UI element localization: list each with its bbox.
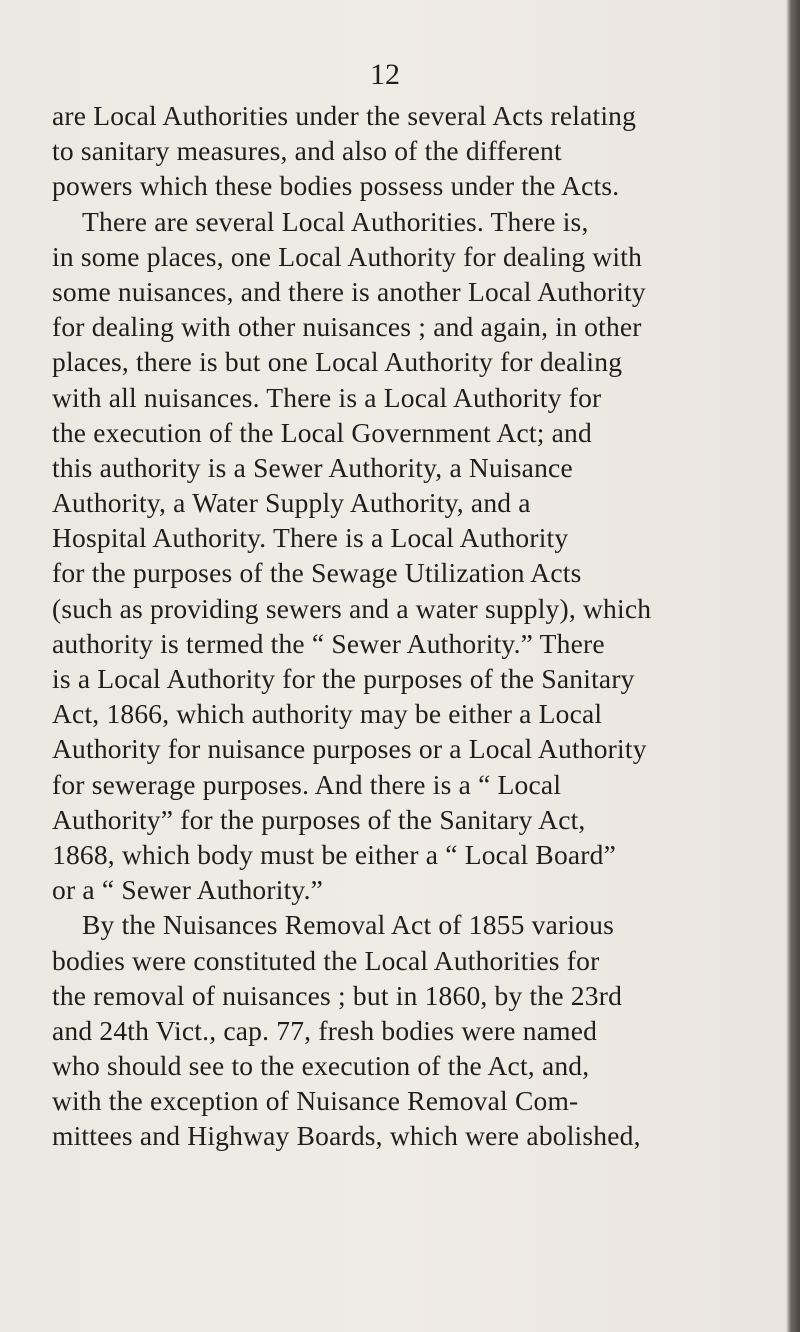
text-line: Hospital Authority. There is a Local Authority	[52, 522, 569, 554]
text-line: and 24th Vict., cap. 77, fresh bodies were named	[52, 1014, 598, 1046]
text-line: the removal of nuisances ; but in 1860, by the 23rd	[52, 979, 623, 1011]
text-line: places, there is but one Local Authority for dealing	[52, 346, 623, 378]
text-line: (such as providing sewers and a water supply), which	[52, 592, 652, 624]
text-line: for sewerage purposes. And there is a “ Local	[52, 768, 562, 800]
text-line: with all nuisances. There is a Local Authority for	[52, 381, 602, 413]
text-line: authority is termed the “ Sewer Authority.” There	[52, 627, 605, 659]
text-line: are Local Authorities under the several Acts relating	[52, 100, 637, 131]
text-line: some nuisances, and there is another Local Authority	[52, 275, 646, 307]
text-line: bodies were constituted the Local Authorities for	[52, 944, 600, 976]
text-line: Authority, a Water Supply Authority, and a	[52, 487, 531, 519]
text-line: for dealing with other nuisances ; and again, in other	[52, 311, 642, 343]
text-line: in some places, one Local Authority for dealing with	[52, 240, 643, 272]
text-line: There are several Local Authorities. There is,	[82, 205, 589, 237]
text-line: mittees and Highway Boards, which were abolished,	[52, 1120, 641, 1152]
text-line: Authority for nuisance purposes or a Local Authority	[52, 733, 647, 765]
text-line: powers which these bodies possess under the Acts.	[52, 170, 620, 202]
page-edge-shadow	[786, 0, 800, 1332]
body-text	[52, 98, 752, 1154]
page-number: 12	[370, 58, 400, 91]
text-line: with the exception of Nuisance Removal Com-	[52, 1085, 579, 1117]
text-line: for the purposes of the Sewage Utilization Acts	[52, 557, 582, 589]
text-line: Act, 1866, which authority may be either a Local	[52, 698, 603, 730]
text-line: who should see to the execution of the Act, and,	[52, 1050, 590, 1082]
text-line: this authority is a Sewer Authority, a Nuisance	[52, 451, 573, 483]
text-line: or a “ Sewer Authority.”	[52, 874, 324, 906]
text-line: to sanitary measures, and also of the different	[52, 135, 562, 167]
text-line: Authority” for the purposes of the Sanitary Act,	[52, 803, 586, 835]
text-line: 1868, which body must be either a “ Local Board”	[52, 838, 617, 870]
text-line: By the Nuisances Removal Act of 1855 various	[82, 909, 614, 941]
text-line: is a Local Authority for the purposes of the Sanitary	[52, 663, 635, 694]
text-line: the execution of the Local Government Act; and	[52, 416, 592, 448]
